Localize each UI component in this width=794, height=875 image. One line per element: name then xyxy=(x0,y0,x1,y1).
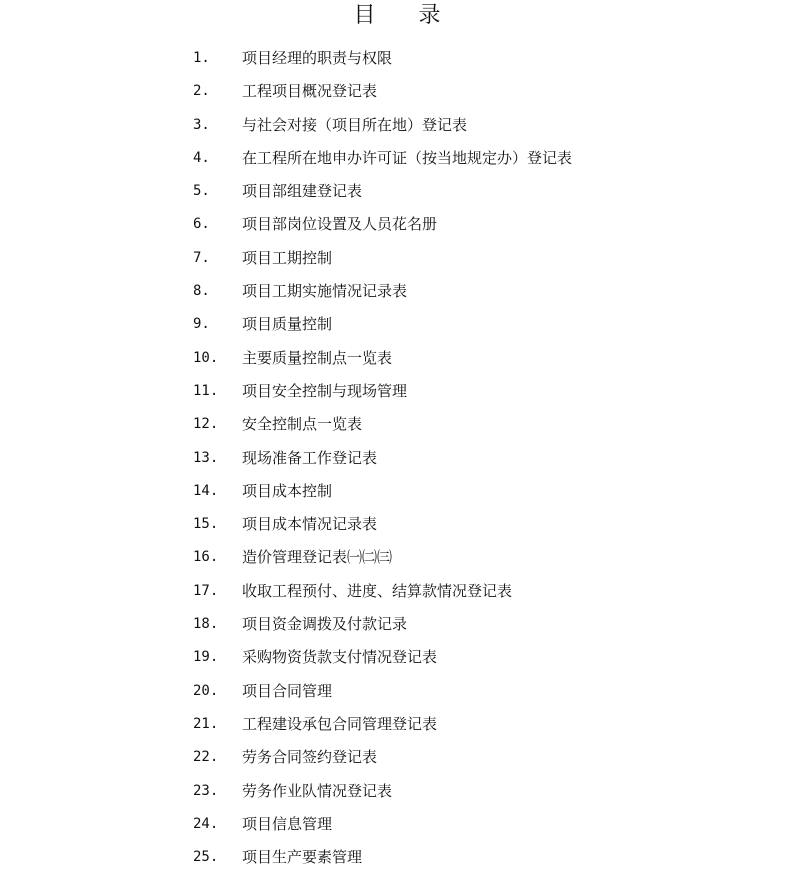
toc-item xyxy=(0,707,794,740)
toc-item xyxy=(0,507,794,540)
toc-entry: 与社会对接（项目所在地）登记表 xyxy=(242,115,468,134)
toc-entry: 劳务作业队情况登记表 xyxy=(242,781,393,800)
toc-entry: 项目质量控制 xyxy=(242,315,333,334)
toc-item xyxy=(0,840,794,873)
toc-item xyxy=(0,174,794,207)
toc-item xyxy=(0,441,794,474)
toc-item xyxy=(0,674,794,707)
toc-number: 5. xyxy=(193,183,210,200)
toc-entry: 主要质量控制点一览表 xyxy=(242,348,393,367)
toc-number: 6. xyxy=(193,216,210,233)
toc-item xyxy=(0,74,794,107)
toc-item xyxy=(0,141,794,174)
toc-item xyxy=(0,341,794,374)
toc-number: 20. xyxy=(193,682,219,699)
toc-item xyxy=(0,607,794,640)
toc-number: 11. xyxy=(193,382,219,399)
toc-number: 2. xyxy=(193,83,210,100)
toc-entry: 项目资金调拨及付款记录 xyxy=(242,615,408,634)
toc-number: 3. xyxy=(193,116,210,133)
toc-number: 13. xyxy=(193,449,219,466)
toc-number: 9. xyxy=(193,316,210,333)
toc-number: 15. xyxy=(193,516,219,533)
toc-entry: 现场准备工作登记表 xyxy=(242,448,378,467)
toc-entry: 项目成本情况记录表 xyxy=(242,515,378,534)
toc-item xyxy=(0,41,794,74)
toc-number: 24. xyxy=(193,815,219,832)
toc-entry: 安全控制点一览表 xyxy=(242,415,363,434)
toc-entry: 工程建设承包合同管理登记表 xyxy=(242,714,438,733)
table-of-contents xyxy=(0,41,794,873)
toc-item xyxy=(0,740,794,773)
toc-number: 14. xyxy=(193,482,219,499)
toc-number: 18. xyxy=(193,616,219,633)
toc-number: 7. xyxy=(193,249,210,266)
toc-entry: 采购物资货款支付情况登记表 xyxy=(242,648,438,667)
toc-item xyxy=(0,241,794,274)
toc-number: 25. xyxy=(193,849,219,866)
toc-item xyxy=(0,274,794,307)
toc-entry: 项目成本控制 xyxy=(242,481,333,500)
toc-number: 23. xyxy=(193,782,219,799)
toc-number: 21. xyxy=(193,715,219,732)
toc-number: 22. xyxy=(193,749,219,766)
toc-entry: 项目工期实施情况记录表 xyxy=(242,282,408,301)
toc-entry: 收取工程预付、进度、结算款情况登记表 xyxy=(242,581,513,600)
toc-item xyxy=(0,640,794,673)
toc-entry: 项目信息管理 xyxy=(242,814,333,833)
toc-entry: 劳务合同签约登记表 xyxy=(242,748,378,767)
toc-number: 12. xyxy=(193,416,219,433)
toc-entry: 项目工期控制 xyxy=(242,248,333,267)
toc-number: 1. xyxy=(193,50,210,66)
toc-item xyxy=(0,774,794,807)
toc-item xyxy=(0,374,794,407)
toc-number: 19. xyxy=(193,649,219,666)
toc-item xyxy=(0,307,794,340)
toc-number: 17. xyxy=(193,582,219,599)
toc-number: 10. xyxy=(193,349,219,366)
toc-number: 16. xyxy=(193,549,219,566)
toc-item xyxy=(0,108,794,141)
toc-item xyxy=(0,807,794,840)
toc-entry: 项目生产要素管理 xyxy=(242,848,363,867)
toc-item xyxy=(0,574,794,607)
toc-entry: 工程项目概况登记表 xyxy=(242,82,378,101)
toc-entry: 项目安全控制与现场管理 xyxy=(242,381,408,400)
toc-entry: 项目部岗位设置及人员花名册 xyxy=(242,215,438,234)
toc-item xyxy=(0,407,794,440)
toc-number: 8. xyxy=(193,283,210,300)
toc-number: 4. xyxy=(193,149,210,166)
toc-item xyxy=(0,207,794,240)
toc-entry: 项目经理的职责与权限 xyxy=(242,49,393,67)
toc-item xyxy=(0,474,794,507)
toc-entry: 项目合同管理 xyxy=(242,681,333,700)
toc-entry: 项目部组建登记表 xyxy=(242,182,363,201)
toc-entry: 在工程所在地申办许可证（按当地规定办）登记表 xyxy=(242,148,573,167)
toc-entry: 造价管理登记表㈠㈡㈢ xyxy=(242,548,393,567)
toc-item xyxy=(0,540,794,573)
page-title: 目 录 xyxy=(353,3,459,28)
